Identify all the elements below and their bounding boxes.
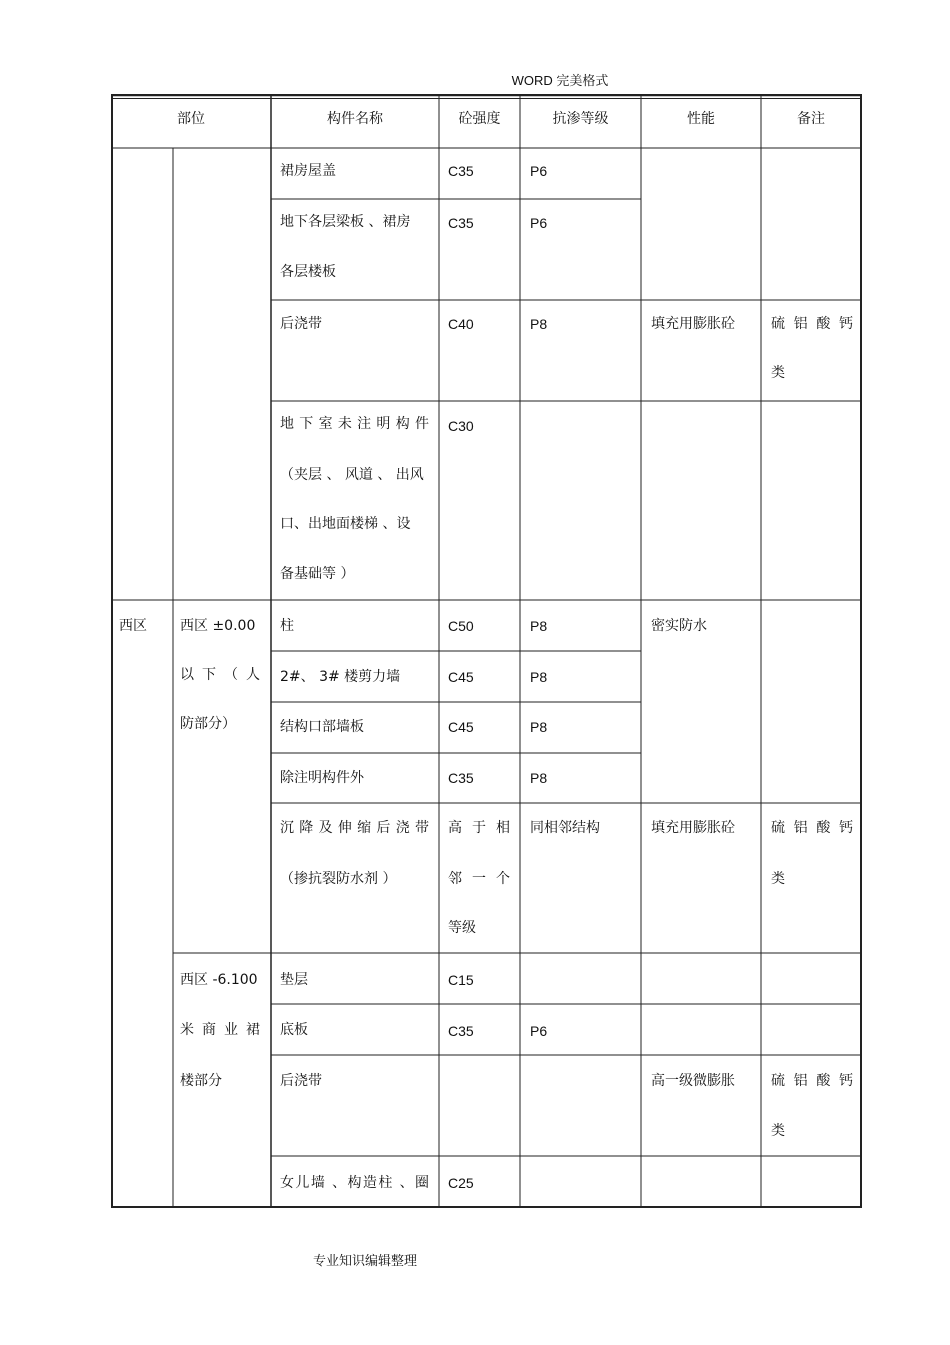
table-cell: C50 (448, 618, 474, 634)
table-cell: 高一级微膨胀 (651, 1073, 735, 1089)
table-cell: P6 (530, 163, 548, 179)
table-cell: 硫 铝 酸 钙 (771, 1073, 853, 1089)
table-cell: 类 (771, 365, 785, 381)
table-cell: 类 (771, 871, 785, 887)
table-cell: 结构口部墙板 (280, 719, 364, 735)
table-cell: 除注明构件外 (280, 770, 364, 786)
table-cell: P6 (530, 1023, 548, 1039)
table-cell: 口、出地面楼梯 、设 (280, 516, 411, 532)
table-cell: 沉 降 及 伸 缩 后 浇 带 (280, 820, 429, 836)
table-cell: 密实防水 (651, 618, 707, 634)
table-cell: P8 (530, 618, 548, 634)
table-cell: C45 (448, 669, 474, 685)
table-cell: C30 (448, 418, 474, 434)
table-cell: P8 (530, 770, 548, 786)
header-remark: 备注 (797, 111, 825, 127)
table-cell: 后浇带 (280, 316, 322, 332)
section-west: 西区 (119, 618, 147, 634)
table-cell: 裙房屋盖 (280, 163, 336, 179)
header-location: 部位 (177, 111, 205, 127)
table-cell: （掺抗裂防水剂 ） (280, 871, 397, 887)
table-cell: 柱 (280, 618, 294, 634)
header-impermeability: 抗渗等级 (552, 111, 609, 127)
concrete-spec-table (111, 94, 862, 1208)
page-footer: 专业知识编辑整理 (312, 1254, 417, 1269)
table-cell: C40 (448, 316, 474, 332)
table-cell: P8 (530, 719, 548, 735)
table-cell: C45 (448, 719, 474, 735)
table-cell: 邻 一 个 (448, 871, 510, 887)
section-west-podium: 西区 -6.100 (180, 972, 258, 988)
section-west-civil: 防部分） (180, 716, 236, 732)
section-west-podium: 楼部分 (180, 1073, 222, 1089)
table-cell: C35 (448, 163, 474, 179)
table-cell: 填充用膨胀砼 (651, 316, 735, 332)
table-cell: 地 下 室 未 注 明 构 件 (280, 416, 429, 432)
table-cell: 类 (771, 1123, 785, 1139)
table-cell: P8 (530, 669, 548, 685)
table-cell: 备基础等 ） (280, 566, 355, 582)
section-west-civil: 西区 ±0.00 (180, 618, 256, 634)
header-strength: 砼强度 (458, 111, 501, 127)
table-cell: C35 (448, 1023, 474, 1039)
table-cell: C35 (448, 215, 474, 231)
table-cell: 填充用膨胀砼 (651, 820, 735, 836)
header-performance: 性能 (687, 111, 715, 127)
table-cell: C25 (448, 1175, 474, 1191)
table-cell: P6 (530, 215, 548, 231)
table-cell: 高 于 相 (448, 820, 510, 836)
table-cell: 女儿墙 、构造柱 、圈 (280, 1175, 429, 1191)
table-cell: 各层楼板 (280, 264, 336, 280)
table-cell: 同相邻结构 (530, 820, 600, 836)
table-cell: 地下各层梁板 、裙房 (280, 214, 411, 230)
table-cell: （夹层 、 风道 、 出风 (280, 467, 424, 483)
table-cell: 后浇带 (280, 1073, 322, 1089)
table-cell: 硫 铝 酸 钙 (771, 316, 853, 332)
table-cell: C35 (448, 770, 474, 786)
section-west-civil: 以 下 （ 人 (180, 667, 260, 683)
table-cell: 硫 铝 酸 钙 (771, 820, 853, 836)
table-cell: 2#、 3# 楼剪力墙 (280, 669, 401, 685)
header-component: 构件名称 (327, 111, 383, 127)
table-cell: 底板 (280, 1022, 308, 1038)
section-west-podium: 米 商 业 裙 (180, 1022, 260, 1038)
table-cell: 垫层 (280, 972, 308, 988)
table-cell: P8 (530, 316, 548, 332)
page-header: WORD 完美格式 (511, 73, 609, 88)
table-cell: 等级 (448, 920, 476, 936)
table-cell: C15 (448, 972, 474, 988)
